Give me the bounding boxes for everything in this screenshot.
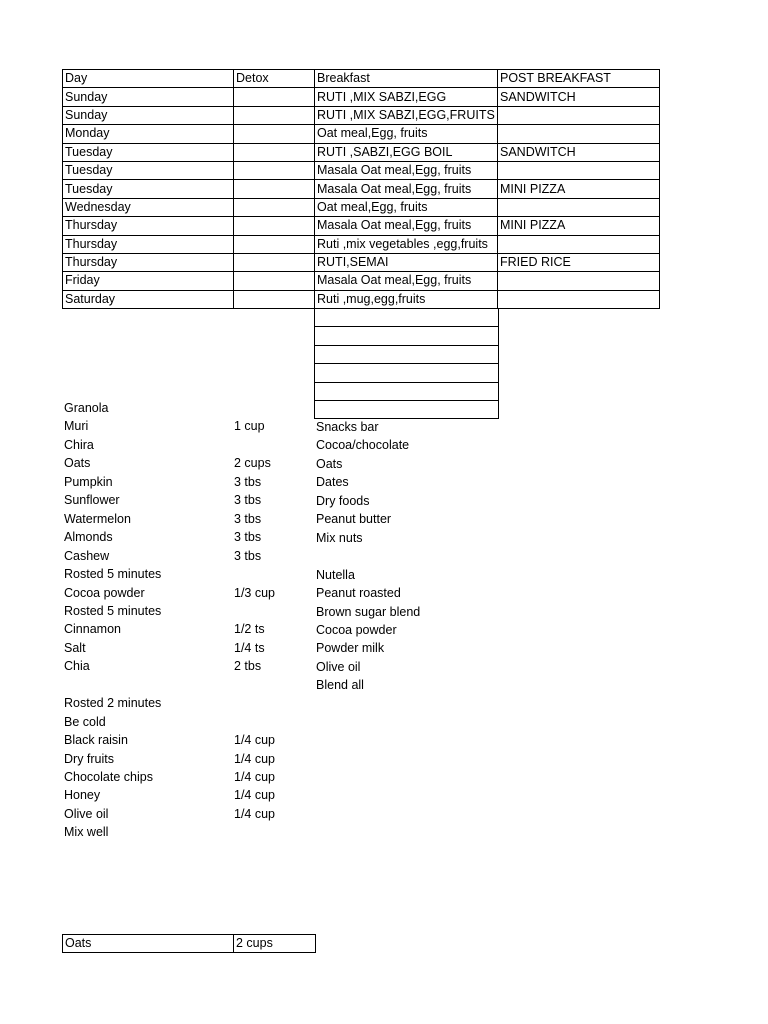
empty-row: [315, 345, 499, 363]
empty-row: [315, 400, 499, 418]
detox-cell: [234, 88, 315, 106]
post-breakfast-cell: [498, 290, 660, 308]
post-breakfast-cell: [498, 272, 660, 290]
snacks-item: Powder milk: [316, 641, 385, 656]
granola-amount: 1/4 cup: [234, 806, 276, 821]
granola-amount: 1 cup: [234, 419, 265, 434]
day-cell: Thursday: [63, 235, 234, 253]
empty-row: [315, 327, 499, 345]
detox-cell: [234, 217, 315, 235]
post-breakfast-cell: FRIED RICE: [498, 253, 660, 271]
detox-cell: [234, 235, 315, 253]
granola-amount: [232, 399, 236, 418]
granola-amount: 2 cups: [234, 456, 271, 471]
table-row: [63, 290, 660, 308]
empty-cell: [315, 400, 499, 418]
granola-amount: 3 tbs: [234, 493, 262, 508]
detox-cell: [234, 198, 315, 216]
detox-cell: [234, 272, 315, 290]
post-breakfast-cell: SANDWITCH: [498, 143, 660, 161]
granola-amount: [232, 436, 236, 455]
table-row: [63, 198, 660, 216]
granola-ingredient: Granola: [64, 401, 109, 415]
table-row: [63, 106, 660, 124]
granola-amount: [232, 676, 236, 695]
granola-ingredient: Cocoa powder: [64, 585, 145, 600]
breakfast-cell: Ruti ,mix vegetables ,egg,fruits: [315, 235, 498, 253]
table-row: [63, 217, 660, 235]
granola-ingredient: Mix well: [64, 825, 109, 840]
granola-ingredient: Be cold: [64, 714, 106, 729]
detox-cell: [234, 161, 315, 179]
granola-ingredient: Muri: [64, 419, 89, 434]
day-cell: Friday: [63, 272, 234, 290]
breakfast-cell: RUTI ,SABZI,EGG BOIL: [315, 143, 498, 161]
day-cell: Monday: [63, 125, 234, 143]
day-cell: Wednesday: [63, 198, 234, 216]
snacks-item: Nutella: [316, 567, 355, 582]
granola-ingredient: Oats: [64, 456, 91, 471]
post-breakfast-cell: [498, 125, 660, 143]
detox-cell: [234, 253, 315, 271]
empty-row: [315, 309, 499, 327]
table-row: [63, 88, 660, 106]
snacks-item: Snacks bar: [316, 420, 379, 434]
granola-ingredient: Dry fruits: [64, 751, 114, 766]
day-cell: Thursday: [63, 253, 234, 271]
snacks-item: Dry foods: [316, 493, 370, 508]
granola-amount: [232, 823, 236, 842]
table-row: [63, 272, 660, 290]
granola-amount: 1/4 cup: [234, 770, 276, 784]
granola-ingredient: Black raisin: [64, 733, 128, 748]
granola-ingredient: Pumpkin: [64, 474, 113, 489]
granola-ingredient: Cashew: [64, 548, 110, 563]
table-row: [63, 180, 660, 198]
post-breakfast-cell: [498, 161, 660, 179]
breakfast-cell: Masala Oat meal,Egg, fruits: [315, 161, 498, 179]
granola-ingredient: Sunflower: [64, 493, 120, 508]
snacks-item: Olive oil: [316, 659, 361, 674]
breakfast-cell: Ruti ,mug,egg,fruits: [315, 290, 498, 308]
day-cell: Tuesday: [63, 143, 234, 161]
granola-amount: 1/3 cup: [234, 585, 276, 600]
snacks-item: Cocoa powder: [316, 622, 397, 637]
table-row: [63, 253, 660, 271]
detox-cell: [234, 106, 315, 124]
table-row: [63, 125, 660, 143]
table-header-row: [63, 70, 660, 88]
day-cell: Thursday: [63, 217, 234, 235]
empty-cell: [315, 382, 499, 400]
post-breakfast-cell: SANDWITCH: [498, 88, 660, 106]
empty-cell: [315, 345, 499, 363]
post-breakfast-cell: MINI PIZZA: [498, 217, 660, 235]
granola-ingredient: Chia: [64, 659, 90, 674]
day-cell: Tuesday: [63, 161, 234, 179]
breakfast-cell: Masala Oat meal,Egg, fruits: [315, 217, 498, 235]
granola-ingredient: Watermelon: [64, 511, 131, 526]
breakfast-cell: RUTI ,MIX SABZI,EGG,FRUITS: [315, 106, 498, 124]
table-row: [63, 935, 316, 953]
day-cell: Sunday: [63, 106, 234, 124]
snacks-item: Blend all: [316, 678, 364, 693]
post-breakfast-cell: [498, 198, 660, 216]
granola-ingredient: Rosted 5 minutes: [64, 567, 162, 582]
bottom-oats-table: [62, 934, 316, 953]
table-row: [63, 235, 660, 253]
header-post-breakfast-cell: POST BREAKFAST: [498, 70, 660, 88]
meal-plan-table: [62, 69, 660, 309]
breakfast-cell: Oat meal,Egg, fruits: [315, 198, 498, 216]
detox-cell: [234, 143, 315, 161]
granola-ingredient: Honey: [64, 788, 101, 803]
day-cell: Saturday: [63, 290, 234, 308]
breakfast-cell: RUTI,SEMAI: [315, 253, 498, 271]
granola-amount: 3 tbs: [234, 530, 262, 545]
granola-ingredient: Cinnamon: [64, 622, 121, 637]
granola-amount: 1/4 cup: [234, 788, 276, 803]
granola-amount: 1/4 cup: [234, 733, 276, 748]
snacks-item: Peanut butter: [316, 512, 392, 527]
empty-cell: [315, 327, 499, 345]
empty-breakfast-cells: [314, 308, 499, 419]
bottom-item-cell: Oats: [63, 935, 234, 953]
granola-ingredient: Salt: [64, 640, 86, 655]
breakfast-cell: Masala Oat meal,Egg, fruits: [315, 180, 498, 198]
snacks-item: Dates: [316, 475, 349, 490]
day-cell: Sunday: [63, 88, 234, 106]
snacks-item: Mix nuts: [316, 530, 363, 545]
table-row: [63, 143, 660, 161]
granola-amount: 1/2 ts: [234, 622, 265, 637]
granola-ingredient: Rosted 2 minutes: [64, 696, 162, 711]
table-row: [63, 161, 660, 179]
post-breakfast-cell: [498, 106, 660, 124]
granola-ingredient: Chocolate chips: [64, 770, 153, 784]
header-detox-cell: Detox: [234, 70, 315, 88]
granola-amount: 3 tbs: [234, 511, 262, 526]
granola-amount: [232, 694, 236, 713]
post-breakfast-cell: MINI PIZZA: [498, 180, 660, 198]
granola-amount: 1/4 cup: [234, 751, 276, 766]
snacks-item: Oats: [316, 456, 343, 471]
granola-amount: 2 tbs: [234, 659, 262, 674]
granola-amount: [232, 565, 236, 584]
detox-cell: [234, 290, 315, 308]
granola-ingredient: [62, 676, 66, 695]
empty-row: [315, 364, 499, 382]
snacks-item: Cocoa/chocolate: [316, 438, 410, 453]
granola-amount: [232, 602, 236, 621]
empty-cell: [315, 309, 499, 327]
detox-cell: [234, 125, 315, 143]
granola-amount: 1/4 ts: [234, 640, 265, 655]
granola-ingredient: Rosted 5 minutes: [64, 603, 162, 618]
granola-ingredient: Olive oil: [64, 806, 109, 821]
granola-ingredient: Chira: [64, 437, 94, 452]
snacks-item: [314, 547, 318, 566]
snacks-item: Brown sugar blend: [316, 604, 421, 619]
header-breakfast-cell: Breakfast: [315, 70, 498, 88]
granola-amount: 3 tbs: [234, 474, 262, 489]
post-breakfast-cell: [498, 235, 660, 253]
snacks-item: Peanut roasted: [316, 586, 401, 601]
empty-cell: [315, 364, 499, 382]
breakfast-cell: Oat meal,Egg, fruits: [315, 125, 498, 143]
header-day-cell: Day: [63, 70, 234, 88]
granola-ingredient: Almonds: [64, 530, 113, 545]
bottom-amount-cell: 2 cups: [234, 935, 316, 953]
detox-cell: [234, 180, 315, 198]
granola-amount: [232, 713, 236, 732]
day-cell: Tuesday: [63, 180, 234, 198]
empty-row: [315, 382, 499, 400]
breakfast-cell: RUTI ,MIX SABZI,EGG: [315, 88, 498, 106]
granola-amount: 3 tbs: [234, 548, 262, 563]
breakfast-cell: Masala Oat meal,Egg, fruits: [315, 272, 498, 290]
